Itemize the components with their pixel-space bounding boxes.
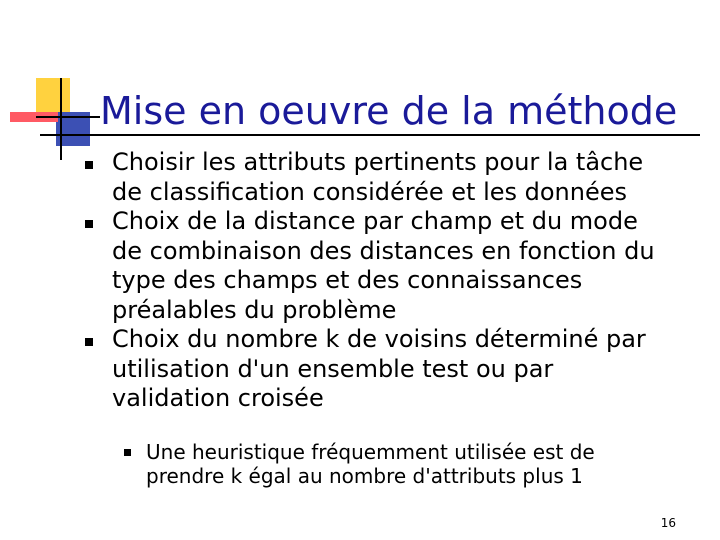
square-bullet-icon bbox=[124, 449, 131, 456]
bullet-line: de combinaison des distances en fonction du bbox=[112, 236, 655, 265]
bullet-list bbox=[80, 148, 700, 414]
sub-bullet-item bbox=[120, 440, 706, 488]
bullet-item bbox=[80, 325, 700, 414]
bullet-line: utilisation d'un ensemble test ou par bbox=[112, 354, 554, 383]
square-bullet-icon bbox=[85, 338, 93, 346]
bullet-line: type des champs et des connaissances bbox=[112, 266, 583, 294]
square-bullet-icon bbox=[85, 220, 93, 228]
deco-vertical-line bbox=[60, 78, 62, 160]
sub-bullet-line: Une heuristique fréquemment utilisée est de bbox=[146, 440, 595, 464]
sub-bullet-line: prendre k égal au nombre d'attributs plus 1 bbox=[146, 464, 583, 488]
slide-title: Mise en oeuvre de la méthode bbox=[100, 89, 678, 133]
bullet-line: Choix du nombre k de voisins déterminé par bbox=[112, 325, 646, 353]
bullet-line: de classification considérée et les données bbox=[112, 177, 628, 206]
bullet-line: Choix de la distance par champ et du mode bbox=[112, 207, 638, 235]
bullet-line: préalables du problème bbox=[112, 295, 397, 324]
title-underline bbox=[40, 134, 700, 136]
page-number: 16 bbox=[660, 516, 676, 530]
bullet-item bbox=[80, 207, 700, 325]
bullet-item bbox=[80, 148, 700, 207]
bullet-line: Choisir les attributs pertinents pour la tâche bbox=[112, 148, 644, 176]
square-bullet-icon bbox=[85, 161, 93, 169]
deco-horizontal-line bbox=[36, 116, 100, 118]
bullet-line: validation croisée bbox=[112, 384, 324, 412]
title-decoration bbox=[0, 0, 120, 170]
